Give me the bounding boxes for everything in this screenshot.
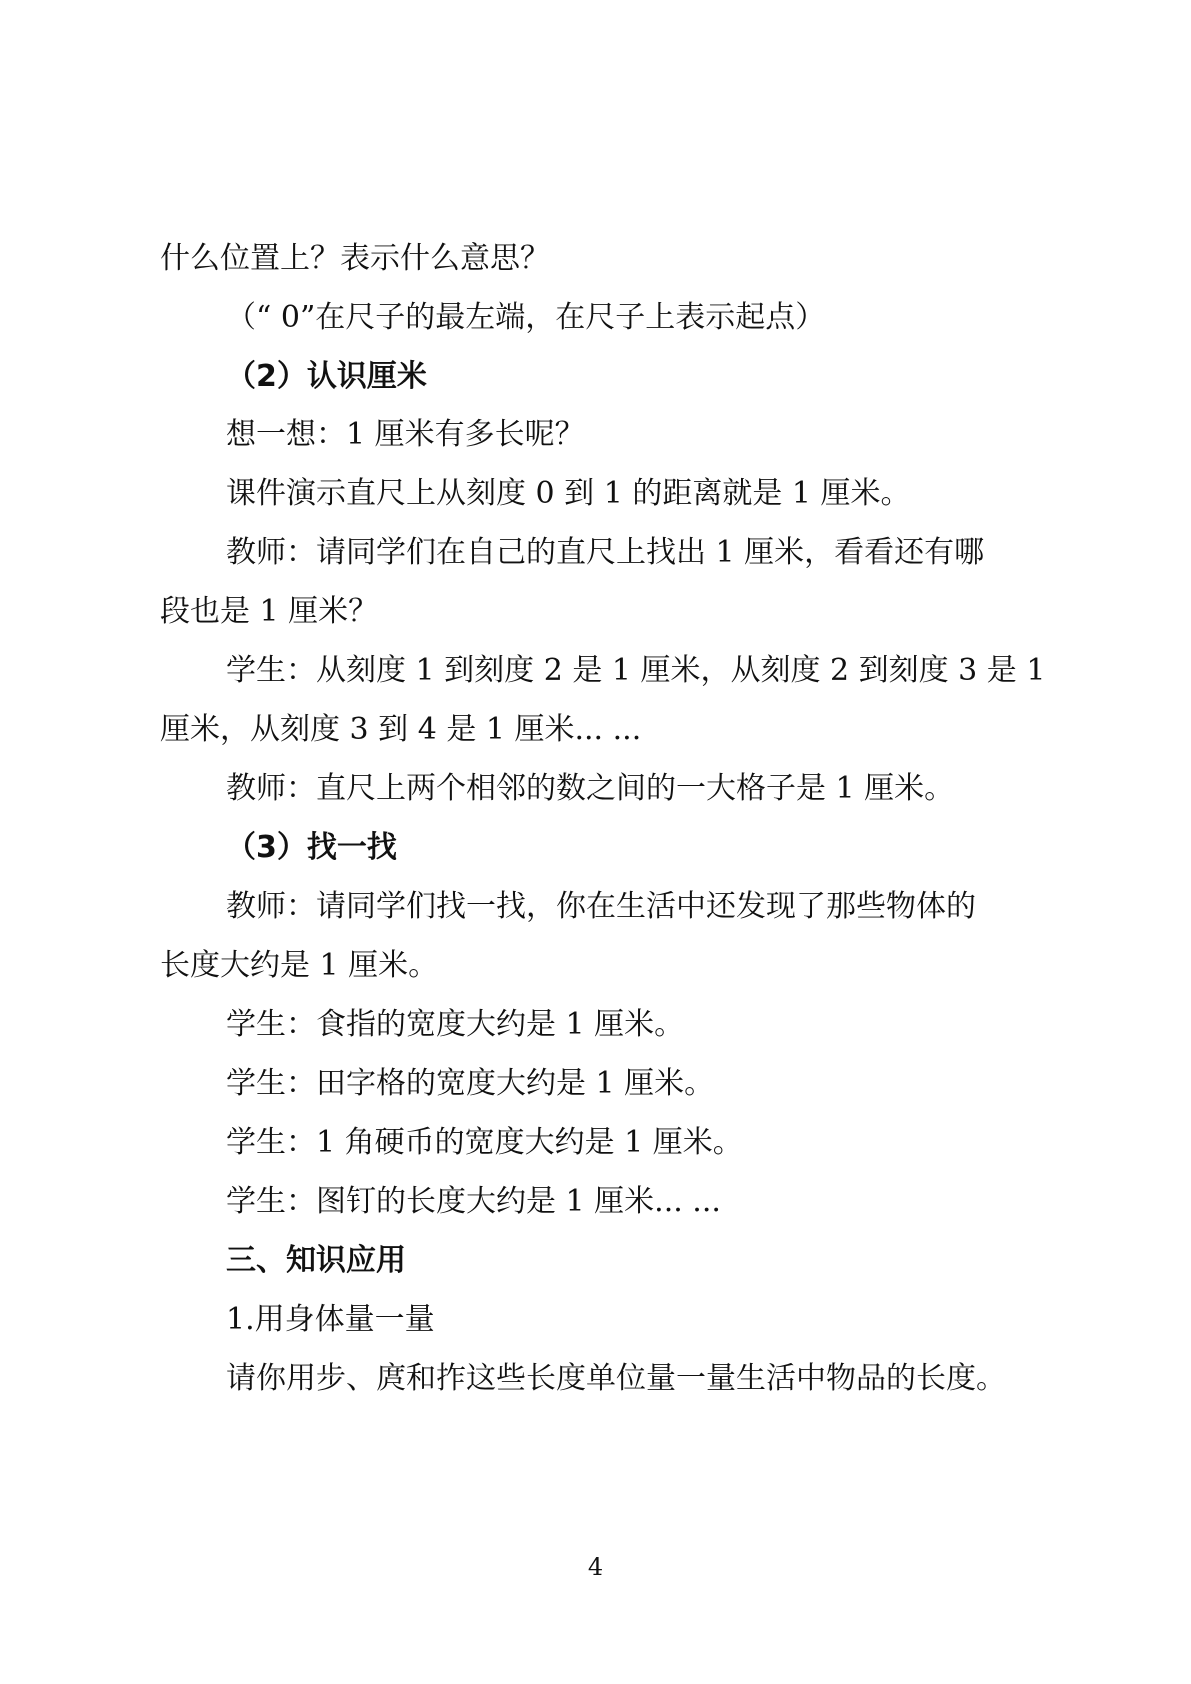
paragraph-line: 段也是 1 厘米？ (160, 594, 379, 629)
paragraph-line: 教师：请同学们在自己的直尺上找出 1 厘米，看看还有哪 (226, 535, 985, 570)
page-number: 4 (587, 1553, 604, 1581)
paragraph-line: 教师：请同学们找一找，你在生活中还发现了那些物体的 (226, 889, 976, 924)
paragraph-line: 请你用步、庹和拃这些长度单位量一量生活中物品的长度。 (226, 1361, 1006, 1396)
paragraph-line: 1.用身体量一量 (226, 1302, 435, 1337)
paragraph-line: （“ 0”在尺子的最左端，在尺子上表示起点） (226, 300, 826, 335)
paragraph-line: 学生：食指的宽度大约是 1 厘米。 (226, 1007, 685, 1042)
paragraph-line: 学生：1 角硬币的宽度大约是 1 厘米。 (226, 1125, 743, 1160)
paragraph-line: 学生：图钉的长度大约是 1 厘米... ... (226, 1184, 721, 1219)
paragraph-line: 教师：直尺上两个相邻的数之间的一大格子是 1 厘米。 (226, 771, 955, 806)
paragraph-line: 课件演示直尺上从刻度 0 到 1 的距离就是 1 厘米。 (226, 476, 911, 511)
paragraph-line: 学生：田字格的宽度大约是 1 厘米。 (226, 1066, 715, 1101)
paragraph-line: 什么位置上？表示什么意思？ (160, 241, 550, 276)
paragraph-line: 学生：从刻度 1 到刻度 2 是 1 厘米，从刻度 2 到刻度 3 是 1 (226, 653, 1046, 688)
paragraph-line: 厘米，从刻度 3 到 4 是 1 厘米... ... (160, 712, 642, 747)
section-heading: （2）认识厘米 (226, 359, 427, 394)
section-heading: （3）找一找 (226, 830, 397, 865)
section-heading: 三、知识应用 (226, 1243, 406, 1278)
paragraph-line: 长度大约是 1 厘米。 (160, 948, 439, 983)
paragraph-line: 想一想：1 厘米有多长呢？ (226, 417, 585, 452)
